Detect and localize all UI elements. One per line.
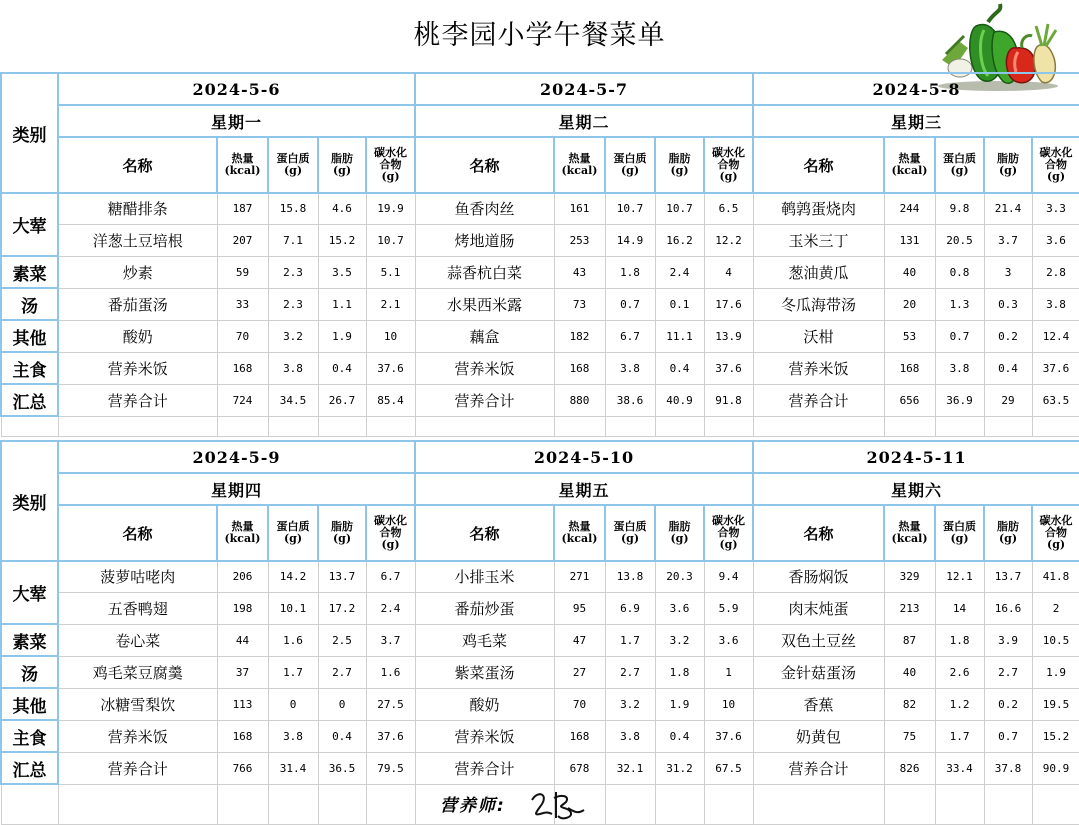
protein-column-header: 蛋白质 (g)	[268, 137, 318, 193]
menu-table-week-2	[0, 440, 1079, 825]
carb-column-header: 碳水化 合物 (g)	[366, 505, 415, 561]
protein-value: 10.1	[268, 592, 318, 624]
table-row	[1, 352, 1079, 384]
dish-name: 冬瓜海带汤	[753, 288, 884, 320]
protein-value: 0.7	[605, 288, 655, 320]
carb-value: 10	[704, 688, 753, 720]
carb-value: 3.6	[1032, 224, 1079, 256]
protein-value: 6.9	[605, 592, 655, 624]
weekday-header: 星期二	[415, 105, 753, 137]
protein-value: 6.7	[605, 320, 655, 352]
carb-value: 3.7	[366, 624, 415, 656]
fat-value: 1.8	[655, 656, 704, 688]
fat-value: 11.1	[655, 320, 704, 352]
kcal-value: 70	[554, 688, 605, 720]
fat-value: 17.2	[318, 592, 366, 624]
carb-value: 3.3	[1032, 193, 1079, 224]
protein-value: 1.7	[268, 656, 318, 688]
carb-value: 91.8	[704, 384, 753, 416]
kcal-value: 53	[884, 320, 935, 352]
fat-value: 0.4	[318, 352, 366, 384]
table-row	[1, 656, 1079, 688]
fat-value: 4.6	[318, 193, 366, 224]
carb-value: 2	[1032, 592, 1079, 624]
protein-value: 2.7	[605, 656, 655, 688]
dish-name: 冰糖雪梨饮	[58, 688, 217, 720]
dish-name: 鱼香肉丝	[415, 193, 554, 224]
carb-column-header: 碳水化 合物 (g)	[1032, 505, 1079, 561]
fat-column-header: 脂肪 (g)	[318, 505, 366, 561]
carb-column-header: 碳水化 合物 (g)	[704, 505, 753, 561]
fat-value: 13.7	[318, 561, 366, 592]
kcal-value: 113	[217, 688, 268, 720]
dish-name: 鹌鹑蛋烧肉	[753, 193, 884, 224]
name-column-header: 名称	[415, 137, 554, 193]
date-header: 2024-5-10	[415, 441, 753, 473]
kcal-value: 168	[217, 720, 268, 752]
carb-value: 10	[366, 320, 415, 352]
kcal-value: 329	[884, 561, 935, 592]
fat-value: 0	[318, 688, 366, 720]
fat-value: 2.7	[984, 656, 1032, 688]
fat-value: 16.6	[984, 592, 1032, 624]
category-label: 汤	[1, 288, 58, 320]
carb-value: 5.9	[704, 592, 753, 624]
fat-value: 0.3	[984, 288, 1032, 320]
category-label: 主食	[1, 720, 58, 752]
kcal-column-header: 热量 (kcal)	[554, 505, 605, 561]
fat-value: 1.9	[655, 688, 704, 720]
kcal-value: 47	[554, 624, 605, 656]
protein-value: 2.3	[268, 288, 318, 320]
kcal-value: 168	[554, 352, 605, 384]
fat-value: 3.6	[655, 592, 704, 624]
carb-value: 4	[704, 256, 753, 288]
carb-value: 12.2	[704, 224, 753, 256]
carb-value: 90.9	[1032, 752, 1079, 784]
dish-name: 炒素	[58, 256, 217, 288]
weekday-header: 星期三	[753, 105, 1079, 137]
dish-name: 酸奶	[58, 320, 217, 352]
kcal-value: 82	[884, 688, 935, 720]
fat-value: 0.7	[984, 720, 1032, 752]
protein-value: 1.2	[935, 688, 984, 720]
fat-value: 26.7	[318, 384, 366, 416]
kcal-value: 59	[217, 256, 268, 288]
carb-value: 5.1	[366, 256, 415, 288]
carb-value: 9.4	[704, 561, 753, 592]
category-label: 汤	[1, 656, 58, 688]
kcal-value: 168	[554, 720, 605, 752]
protein-value: 1.7	[935, 720, 984, 752]
fat-value: 21.4	[984, 193, 1032, 224]
dish-name: 蒜香杭白菜	[415, 256, 554, 288]
dietitian-label: 营养师:	[440, 796, 506, 816]
dietitian-signature-icon	[528, 788, 588, 822]
category-label: 汇总	[1, 752, 58, 784]
kcal-value: 27	[554, 656, 605, 688]
category-header: 类别	[1, 73, 58, 193]
table-row	[1, 384, 1079, 416]
dish-name: 糖醋排条	[58, 193, 217, 224]
name-column-header: 名称	[58, 137, 217, 193]
carb-value: 10.7	[366, 224, 415, 256]
carb-value: 2.4	[366, 592, 415, 624]
dish-name: 营养合计	[58, 384, 217, 416]
dish-name: 番茄蛋汤	[58, 288, 217, 320]
fat-value: 13.7	[984, 561, 1032, 592]
protein-value: 1.3	[935, 288, 984, 320]
protein-value: 12.1	[935, 561, 984, 592]
protein-value: 3.8	[605, 720, 655, 752]
protein-value: 31.4	[268, 752, 318, 784]
kcal-value: 724	[217, 384, 268, 416]
dish-name: 卷心菜	[58, 624, 217, 656]
kcal-value: 161	[554, 193, 605, 224]
kcal-value: 766	[217, 752, 268, 784]
date-header: 2024-5-7	[415, 73, 753, 105]
table-row	[1, 288, 1079, 320]
kcal-value: 73	[554, 288, 605, 320]
carb-value: 13.9	[704, 320, 753, 352]
category-header: 类别	[1, 441, 58, 561]
kcal-value: 33	[217, 288, 268, 320]
carb-value: 27.5	[366, 688, 415, 720]
carb-value: 2.1	[366, 288, 415, 320]
kcal-value: 207	[217, 224, 268, 256]
dish-name: 鸡毛菜	[415, 624, 554, 656]
carb-value: 12.4	[1032, 320, 1079, 352]
kcal-value: 75	[884, 720, 935, 752]
carb-value: 37.6	[366, 720, 415, 752]
kcal-value: 95	[554, 592, 605, 624]
kcal-value: 213	[884, 592, 935, 624]
carb-value: 17.6	[704, 288, 753, 320]
carb-value: 37.6	[704, 720, 753, 752]
kcal-column-header: 热量 (kcal)	[884, 505, 935, 561]
dish-name: 香肠焖饭	[753, 561, 884, 592]
date-header: 2024-5-8	[753, 73, 1079, 105]
fat-value: 0.2	[984, 688, 1032, 720]
kcal-value: 40	[884, 256, 935, 288]
name-column-header: 名称	[415, 505, 554, 561]
fat-value: 20.3	[655, 561, 704, 592]
protein-value: 1.7	[605, 624, 655, 656]
fat-column-header: 脂肪 (g)	[984, 137, 1032, 193]
fat-value: 3.7	[984, 224, 1032, 256]
protein-value: 1.8	[605, 256, 655, 288]
carb-value: 3.6	[704, 624, 753, 656]
protein-column-header: 蛋白质 (g)	[935, 137, 984, 193]
carb-value: 6.7	[366, 561, 415, 592]
kcal-value: 40	[884, 656, 935, 688]
protein-value: 2.3	[268, 256, 318, 288]
table-row	[1, 193, 1079, 224]
fat-value: 0.4	[655, 352, 704, 384]
kcal-value: 44	[217, 624, 268, 656]
fat-value: 1.1	[318, 288, 366, 320]
fat-value: 15.2	[318, 224, 366, 256]
table-row	[1, 224, 1079, 256]
kcal-value: 187	[217, 193, 268, 224]
kcal-column-header: 热量 (kcal)	[884, 137, 935, 193]
menu-table-week-1	[0, 72, 1079, 437]
carb-value: 1.6	[366, 656, 415, 688]
dish-name: 营养合计	[415, 384, 554, 416]
fat-value: 0.4	[655, 720, 704, 752]
category-label: 其他	[1, 688, 58, 720]
weekday-header: 星期一	[58, 105, 415, 137]
kcal-value: 168	[217, 352, 268, 384]
kcal-column-header: 热量 (kcal)	[217, 505, 268, 561]
carb-value: 15.2	[1032, 720, 1079, 752]
page-title: 桃李园小学午餐菜单	[413, 20, 666, 51]
dish-name: 营养米饭	[753, 352, 884, 384]
carb-value: 19.5	[1032, 688, 1079, 720]
fat-column-header: 脂肪 (g)	[318, 137, 366, 193]
table-row	[1, 592, 1079, 624]
carb-column-header: 碳水化 合物 (g)	[1032, 137, 1079, 193]
name-column-header: 名称	[58, 505, 217, 561]
protein-column-header: 蛋白质 (g)	[268, 505, 318, 561]
protein-value: 15.8	[268, 193, 318, 224]
fat-value: 31.2	[655, 752, 704, 784]
protein-value: 14.2	[268, 561, 318, 592]
fat-value: 3	[984, 256, 1032, 288]
kcal-column-header: 热量 (kcal)	[217, 137, 268, 193]
protein-value: 3.8	[268, 352, 318, 384]
kcal-value: 168	[884, 352, 935, 384]
table-row	[1, 256, 1079, 288]
carb-value: 2.8	[1032, 256, 1079, 288]
category-label: 大荤	[1, 561, 58, 624]
fat-value: 0.2	[984, 320, 1032, 352]
protein-value: 0.8	[935, 256, 984, 288]
dish-name: 营养合计	[415, 752, 554, 784]
fat-value: 0.4	[318, 720, 366, 752]
carb-value: 85.4	[366, 384, 415, 416]
dish-name: 紫菜蛋汤	[415, 656, 554, 688]
spacer-row	[1, 416, 1079, 436]
protein-value: 3.2	[605, 688, 655, 720]
category-label: 其他	[1, 320, 58, 352]
fat-value: 3.2	[655, 624, 704, 656]
protein-column-header: 蛋白质 (g)	[605, 137, 655, 193]
dish-name: 香蕉	[753, 688, 884, 720]
carb-column-header: 碳水化 合物 (g)	[366, 137, 415, 193]
dish-name: 肉末炖蛋	[753, 592, 884, 624]
dish-name: 小排玉米	[415, 561, 554, 592]
protein-value: 1.8	[935, 624, 984, 656]
weekday-header: 星期六	[753, 473, 1079, 505]
protein-value: 33.4	[935, 752, 984, 784]
table-row	[1, 624, 1079, 656]
dish-name: 烤地道肠	[415, 224, 554, 256]
dish-name: 菠萝咕咾肉	[58, 561, 217, 592]
carb-value: 1.9	[1032, 656, 1079, 688]
kcal-value: 43	[554, 256, 605, 288]
carb-value: 37.6	[366, 352, 415, 384]
kcal-value: 131	[884, 224, 935, 256]
dish-name: 金针菇蛋汤	[753, 656, 884, 688]
carb-value: 67.5	[704, 752, 753, 784]
protein-value: 3.8	[268, 720, 318, 752]
carb-value: 37.6	[1032, 352, 1079, 384]
dish-name: 番茄炒蛋	[415, 592, 554, 624]
carb-value: 19.9	[366, 193, 415, 224]
kcal-value: 20	[884, 288, 935, 320]
protein-value: 38.6	[605, 384, 655, 416]
dish-name: 鸡毛菜豆腐羹	[58, 656, 217, 688]
dish-name: 营养合计	[753, 384, 884, 416]
protein-value: 14.9	[605, 224, 655, 256]
dish-name: 奶黄包	[753, 720, 884, 752]
protein-value: 7.1	[268, 224, 318, 256]
table-row	[1, 561, 1079, 592]
fat-value: 29	[984, 384, 1032, 416]
kcal-value: 87	[884, 624, 935, 656]
kcal-value: 678	[554, 752, 605, 784]
date-header: 2024-5-11	[753, 441, 1079, 473]
kcal-value: 244	[884, 193, 935, 224]
protein-value: 3.2	[268, 320, 318, 352]
fat-value: 2.7	[318, 656, 366, 688]
fat-column-header: 脂肪 (g)	[655, 137, 704, 193]
name-column-header: 名称	[753, 505, 884, 561]
fat-value: 16.2	[655, 224, 704, 256]
weekday-header: 星期五	[415, 473, 753, 505]
dish-name: 营养米饭	[415, 352, 554, 384]
kcal-value: 253	[554, 224, 605, 256]
name-column-header: 名称	[753, 137, 884, 193]
kcal-value: 70	[217, 320, 268, 352]
carb-value: 41.8	[1032, 561, 1079, 592]
fat-column-header: 脂肪 (g)	[655, 505, 704, 561]
fat-value: 3.5	[318, 256, 366, 288]
kcal-value: 198	[217, 592, 268, 624]
category-label: 汇总	[1, 384, 58, 416]
dish-name: 藕盒	[415, 320, 554, 352]
dish-name: 营养合计	[753, 752, 884, 784]
dish-name: 营养合计	[58, 752, 217, 784]
dish-name: 葱油黄瓜	[753, 256, 884, 288]
category-label: 素菜	[1, 624, 58, 656]
carb-value: 79.5	[366, 752, 415, 784]
fat-value: 2.5	[318, 624, 366, 656]
category-label: 素菜	[1, 256, 58, 288]
kcal-value: 206	[217, 561, 268, 592]
fat-value: 1.9	[318, 320, 366, 352]
category-label: 大荤	[1, 193, 58, 256]
protein-value: 3.8	[935, 352, 984, 384]
table-row	[1, 320, 1079, 352]
protein-value: 13.8	[605, 561, 655, 592]
dish-name: 酸奶	[415, 688, 554, 720]
table-row	[1, 688, 1079, 720]
dish-name: 玉米三丁	[753, 224, 884, 256]
kcal-value: 271	[554, 561, 605, 592]
fat-column-header: 脂肪 (g)	[984, 505, 1032, 561]
date-header: 2024-5-6	[58, 73, 415, 105]
dish-name: 沃柑	[753, 320, 884, 352]
protein-value: 34.5	[268, 384, 318, 416]
protein-value: 14	[935, 592, 984, 624]
carb-value: 1	[704, 656, 753, 688]
carb-value: 37.6	[704, 352, 753, 384]
protein-value: 2.6	[935, 656, 984, 688]
protein-column-header: 蛋白质 (g)	[605, 505, 655, 561]
dish-name: 五香鸭翅	[58, 592, 217, 624]
protein-value: 9.8	[935, 193, 984, 224]
table-row	[1, 752, 1079, 784]
category-label: 主食	[1, 352, 58, 384]
dish-name: 水果西米露	[415, 288, 554, 320]
fat-value: 37.8	[984, 752, 1032, 784]
protein-value: 0	[268, 688, 318, 720]
fat-value: 0.1	[655, 288, 704, 320]
dish-name: 营养米饭	[415, 720, 554, 752]
dish-name: 洋葱土豆培根	[58, 224, 217, 256]
fat-value: 0.4	[984, 352, 1032, 384]
protein-value: 32.1	[605, 752, 655, 784]
fat-value: 3.9	[984, 624, 1032, 656]
table-row	[1, 720, 1079, 752]
carb-value: 3.8	[1032, 288, 1079, 320]
fat-value: 40.9	[655, 384, 704, 416]
carb-value: 63.5	[1032, 384, 1079, 416]
carb-value: 10.5	[1032, 624, 1079, 656]
kcal-value: 37	[217, 656, 268, 688]
protein-column-header: 蛋白质 (g)	[935, 505, 984, 561]
fat-value: 36.5	[318, 752, 366, 784]
protein-value: 3.8	[605, 352, 655, 384]
dish-name: 营养米饭	[58, 352, 217, 384]
protein-value: 0.7	[935, 320, 984, 352]
kcal-value: 826	[884, 752, 935, 784]
protein-value: 20.5	[935, 224, 984, 256]
weekday-header: 星期四	[58, 473, 415, 505]
carb-value: 6.5	[704, 193, 753, 224]
fat-value: 2.4	[655, 256, 704, 288]
dish-name: 双色土豆丝	[753, 624, 884, 656]
kcal-column-header: 热量 (kcal)	[554, 137, 605, 193]
date-header: 2024-5-9	[58, 441, 415, 473]
kcal-value: 182	[554, 320, 605, 352]
protein-value: 36.9	[935, 384, 984, 416]
kcal-value: 880	[554, 384, 605, 416]
dish-name: 营养米饭	[58, 720, 217, 752]
carb-column-header: 碳水化 合物 (g)	[704, 137, 753, 193]
protein-value: 1.6	[268, 624, 318, 656]
protein-value: 10.7	[605, 193, 655, 224]
kcal-value: 656	[884, 384, 935, 416]
fat-value: 10.7	[655, 193, 704, 224]
